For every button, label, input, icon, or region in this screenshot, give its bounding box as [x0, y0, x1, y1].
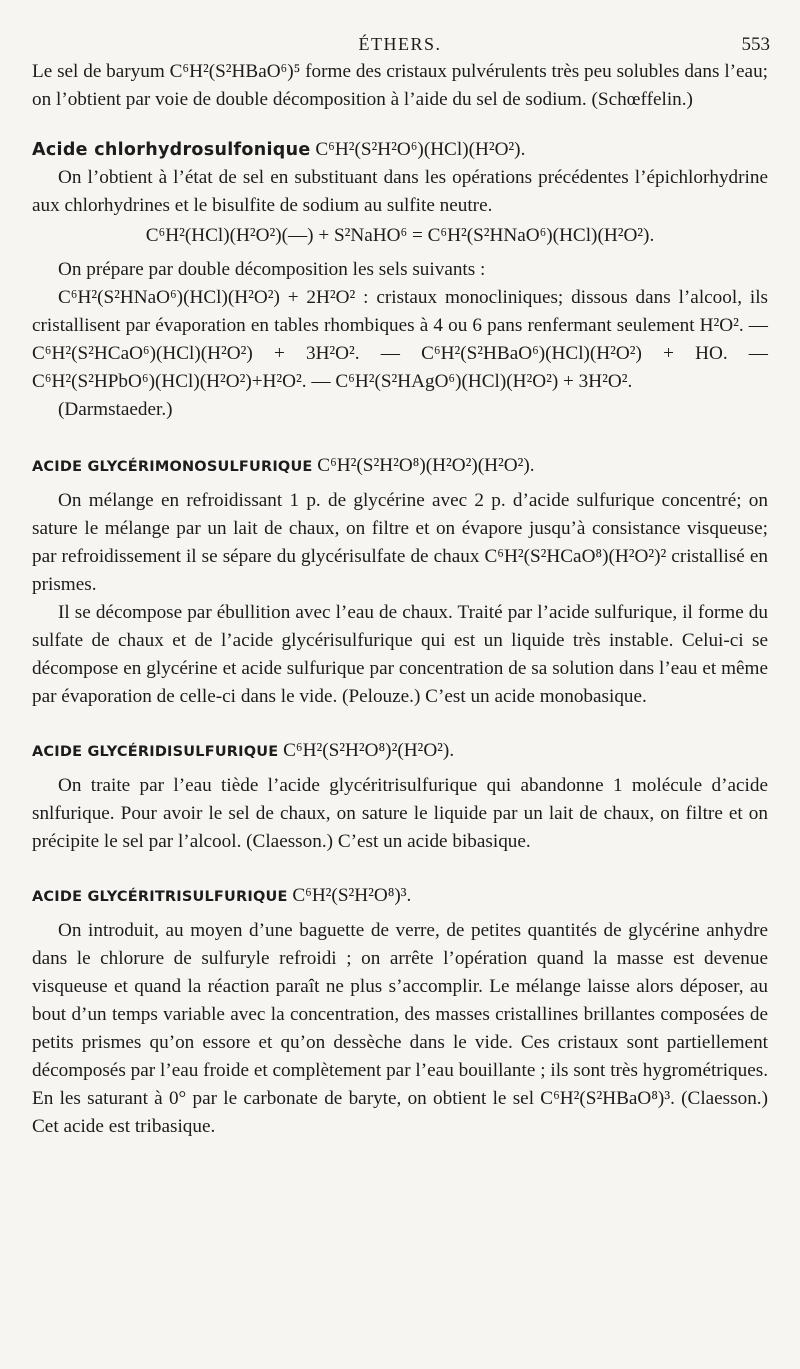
section-heading-glyceridisulfurique	[32, 737, 768, 766]
section-heading-chlorhydrosulfonique	[32, 136, 768, 164]
paragraph: On l’obtient à l’état de sel en substituant dans les opérations précédentes l’épichlorhydrine aux chlorhydrines et le bisulfite de sodium au sulfite neutre.	[32, 167, 768, 216]
section-title: Acide chlorhydrosulfonique	[32, 140, 311, 160]
section-title: ACIDE GLYCÉRIDISULFURIQUE	[32, 744, 279, 760]
running-head	[32, 0, 768, 58]
paragraph: On introduit, au moyen d’une baguette de verre, de petites quantités de glycérine anhydre dans le chlorure de sulfuryle refroidi ; on arrête l’opération quand la masse est devenue visqueuse et quand la réaction paraît ne plus s’accomplir. Le mélange laisse alors déposer, au bout d’un temps variable avec la concentration, des masses cristallines brillantes composées de petits prismes qu’on essore et qu’on dessèche dans le vide. Ces cristaux sont partiellement décomposés par l’eau froide et complètement par l’eau bouillante ; ils sont très hygrométriques. En les saturant à 0° par le carbonate de baryte, on obtient le sel C⁶H²(S²HBaO⁸)³. (Claesson.) Cet acide est tribasique.	[32, 920, 768, 1137]
section-heading-glyceritrisulfurique	[32, 882, 768, 911]
book-page	[32, 0, 768, 1141]
paragraph: On prépare par double décomposition les sels suivants :	[58, 259, 486, 280]
paragraph: On mélange en refroidissant 1 p. de glycérine avec 2 p. d’acide sulfurique concentré; on sature le mélange par un lait de chaux, on filtre et on évapore jusqu’à consistance visqueuse; par refroidissement il se sépare du glycérisulfate de chaux C⁶H²(S²HCaO⁸)(H²O²)² cristallisé en prismes.	[32, 490, 768, 595]
equation: C⁶H²(HCl)(H²O²)(—) + S²NaHO⁶ = C⁶H²(S²HNaO⁶)(HCl)(H²O²).	[145, 225, 655, 246]
paragraph: Il se décompose par ébullition avec l’eau de chaux. Traité par l’acide sulfurique, il forme du sulfate de chaux et de l’acide glycérisulfurique qui est un liquide très instable. Celui-ci se décompose en glycérine et acide sulfurique par concentration de sa solution dans l’eau et même par évaporation de celle-ci dans le vide. (Pelouze.) C’est un acide monobasique.	[32, 602, 768, 707]
running-title: ÉTHERS.	[358, 34, 442, 54]
paragraph: C⁶H²(S²HNaO⁶)(HCl)(H²O²) + 2H²O² : cristaux monocliniques; dissous dans l’alcool, ils cristallisent par évaporation en tables rhombiques à 4 ou 6 pans renfermant seulement H²O². — C⁶H²(S²HCaO⁶)(HCl)(H²O²) + 3H²O². — C⁶H²(S²HBaO⁶)(HCl)(H²O²) + HO. — C⁶H²(S²HPbO⁶)(HCl)(H²O²)+H²O². — C⁶H²(S²HAgO⁶)(HCl)(H²O²) + 3H²O².	[32, 287, 768, 392]
section-title: ACIDE GLYCÉRITRISULFURIQUE	[32, 889, 288, 905]
section-heading-glycerimonosulfurique	[32, 452, 768, 481]
paragraph: On traite par l’eau tiède l’acide glycéritrisulfurique qui abandonne 1 molécule d’acide snlfurique. Pour avoir le sel de chaux, on sature le liquide par un lait de chaux, on filtre et on précipite le sel par l’alcool. (Claesson.) C’est un acide bibasique.	[32, 775, 768, 852]
section-title: ACIDE GLYCÉRIMONOSULFURIQUE	[32, 459, 313, 475]
page-number: 553	[741, 34, 770, 55]
section-formula: C⁶H²(S²H²O⁸)²(H²O²).	[283, 740, 455, 761]
intro-paragraph: Le sel de baryum C⁶H²(S²HBaO⁶)⁵ forme des cristaux pulvérulents très peu solubles dans l’eau; on l’obtient par voie de double décomposition à l’aide du sel de sodium. (Schœffelin.)	[32, 61, 768, 110]
citation: (Darmstaeder.)	[58, 399, 173, 420]
section-formula: C⁶H²(S²H²O⁸)(H²O²)(H²O²).	[317, 455, 535, 476]
section-formula: C⁶H²(S²H²O⁸)³.	[292, 885, 412, 906]
section-formula: C⁶H²(S²H²O⁶)(HCl)(H²O²).	[315, 139, 526, 160]
